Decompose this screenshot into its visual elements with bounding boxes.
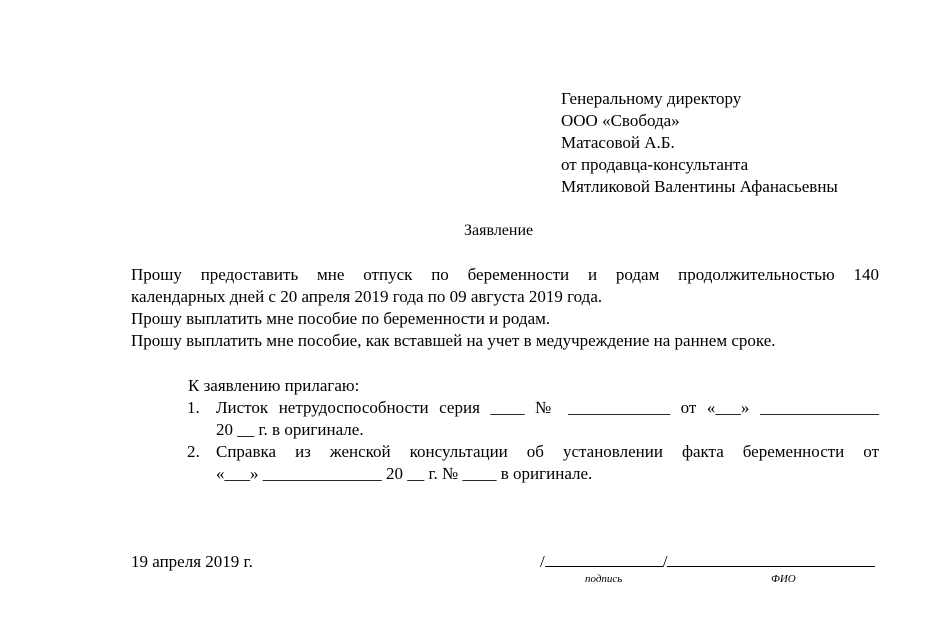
attachment-text-line-1: Листок нетрудоспособности серия ____ № ____________ от «___» ______________ [216, 398, 879, 417]
attachment-item [187, 397, 879, 441]
attachment-text [216, 441, 879, 485]
name-caption: ФИО [771, 573, 796, 585]
name-blank [667, 551, 875, 567]
attachment-number: 2. [187, 442, 200, 461]
attachment-text [216, 397, 879, 441]
attachments-heading: К заявлению прилагаю: [188, 376, 360, 395]
attachments-list [187, 397, 879, 485]
request-paragraph-2: Прошу выплатить мне пособие по беременности и родам. [131, 309, 551, 328]
signature-slash-2: / [662, 552, 668, 571]
document-date: 19 апреля 2019 г. [131, 552, 253, 571]
request-body [131, 264, 879, 352]
attachment-number: 1. [187, 398, 200, 417]
signature-slash-1: / [540, 552, 545, 571]
signature-line [540, 551, 875, 573]
request-paragraph-3: Прошу выплатить мне пособие, как вставшей на учет в медучреждение на раннем сроке. [131, 331, 776, 350]
attachment-text-line-1: Справка из женской консультации об установлении факта беременности от [216, 442, 879, 461]
request-paragraph-1-line-1: Прошу предоставить мне отпуск по беременности и родам продолжительностью 140 [131, 265, 879, 284]
document-title: Заявление [464, 222, 534, 239]
request-paragraph-1-line-2: календарных дней с 20 апреля 2019 года по 09 августа 2019 года. [131, 287, 603, 306]
attachment-text-line-2: 20 __ г. в оригинале. [216, 420, 364, 439]
sender-position: от продавца-консультанта [561, 155, 749, 174]
attachment-item [187, 441, 879, 485]
sender-name: Мятликовой Валентины Афанасьевны [561, 177, 838, 196]
addressee-company: ООО «Свобода» [561, 111, 680, 130]
signature-caption: подпись [585, 573, 623, 585]
attachment-text-line-2: «___» ______________ 20 __ г. № ____ в оригинале. [216, 464, 593, 483]
addressee-block [561, 88, 838, 198]
addressee-position: Генеральному директору [561, 89, 742, 108]
signature-blank [545, 551, 663, 567]
addressee-name: Матасовой А.Б. [561, 133, 675, 152]
